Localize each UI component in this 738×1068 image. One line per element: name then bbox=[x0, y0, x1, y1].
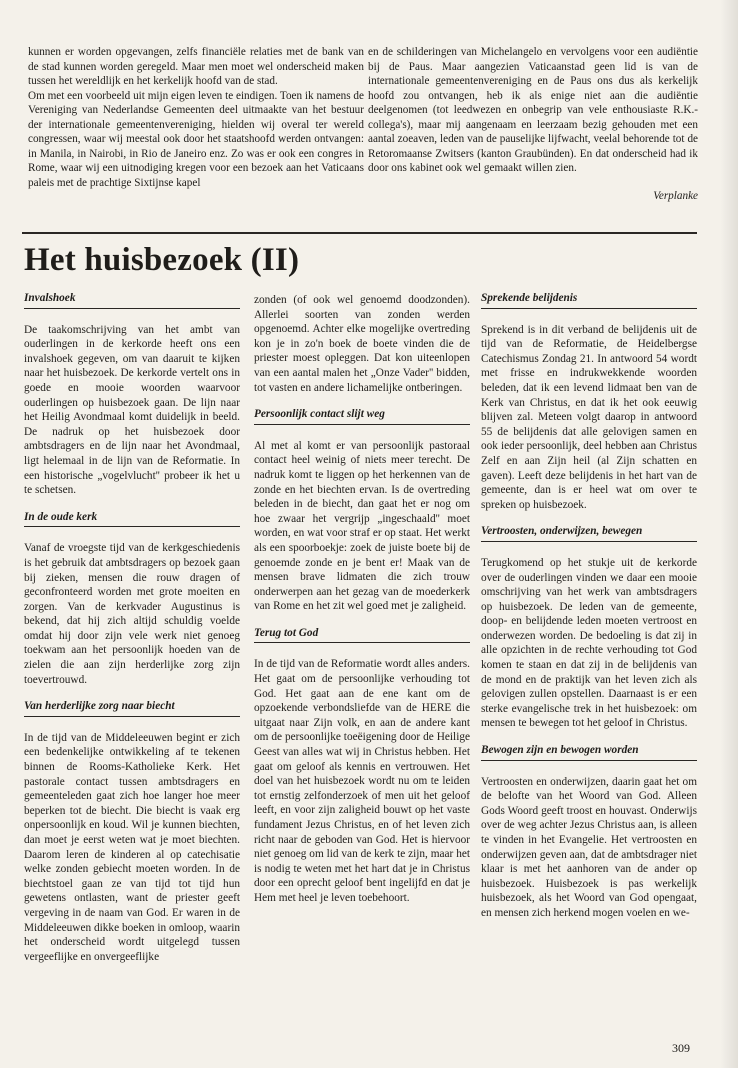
paragraph-zonden: zonden (of ook wel genoemd doodzonden). Allerlei soorten van zonden werden opgenoemd. Achter elke mogelijke overtreding kon je in zo'n boek de boete vinden die de priester moest opleggen. Dat kon uiteenlopen van een aantal malen het „Onze Vader'' bidden, tot vasten en andere lichamelijke ontberingen. bbox=[254, 294, 470, 394]
top-right-paragraph-1: en de schilderingen van Michelangelo en vervolgens voor een audiëntie bij de Paus. Maar aangezien Vaticaanstad geen lid is van de internationale gemeentenvereniging en de Paus ons dus als kerkelijk hoofd zou ontvangen, heb ik als enige niet aan die audiëntie deelgenomen (tot leedwezen en onbegrip van vele enthousiaste R.K.-collega's), maar mij aangenaam en leerzaam bezig gehouden met een aantal zoeaven, leden van de pauselijke lijfwacht, veelal behorende tot de Retoromaanse Zwitsers (kanton Graubünden). En dat onderscheid had ik door ons kabinet ook wel gemaakt willen zien. bbox=[368, 46, 698, 175]
article-column-3 bbox=[481, 291, 697, 921]
top-left-paragraph-2: Om met een voorbeeld uit mijn eigen leven te eindigen. Toen ik namens de Vereniging van Nederlandse Gemeenten deel uitmaakte van het bestuur der internationale gemeentenvereniging, hielden wij overal ter wereld congressen, waar wij meestal ook door het staatshoofd werden ontvangen: in Manila, in Nairobi, in Rio de Janeiro enz. Zo was er ook een congres in Rome, waar wij een uitnodiging kregen voor een bezoek aan het Vaticaans paleis met de prachtige Sixtijnse kapel bbox=[28, 89, 364, 189]
paragraph-sprekende-belijdenis: Sprekend is in dit verband de belijdenis uit de tijd van de Reformatie, de Heidelbergse Catechismus Zondag 21. In antwoord 54 wordt met frisse en indrukwekkende woorden beleden, dat ik een levend lidmaat ben van de Kerk van Christus, en dat ik het ook eeuwig blijven zal. Meteen volgt daarop in antwoord 55 de belijdenis dat alle gelovigen samen en ook ieder persoonlijk, deel hebben aan Christus Zelf en aan Zijn heil (al Zijn schatten en gaven). Leeft deze belijdenis in het hart van de gemeente, dan is er heel wat om over te spreken op huisbezoek. bbox=[481, 323, 697, 511]
paragraph-oude-kerk: Vanaf de vroegste tijd van de kerkgeschiedenis is het gebruik dat ambtsdragers op bezoek gaan bij zieken, mensen die rouw dragen of geconfronteerd worden met grote moeiten en zorgen. Van de kerkvader Augustinus is bekend, dat hij zich altijd schuldig voelde omdat hij door zijn vele werk niet genoeg toekwam aan het persoonlijk hoeden van de zielen die aan zijn herderlijke zorg zijn toevertrouwd. bbox=[24, 542, 240, 686]
section-divider bbox=[22, 232, 697, 234]
subheading-sprekende-belijdenis: Sprekende belijdenis bbox=[481, 291, 697, 309]
article-title: Het huisbezoek (II) bbox=[24, 242, 300, 278]
paragraph-persoonlijk-contact: Al met al komt er van persoonlijk pastoraal contact heel weinig of niets meer terecht. De nadruk komt te liggen op het herkennen van de zonde en het biechten ervan. Is de overtreding beleden in de biecht, dan gaat het er nog om hoe zwaar het vergrijp „ingeschaald'' moet worden, en wat voor straf er op staat. Het werkt als een spoorboekje: zoek de juiste boete bij de genoemde zonde en je bent er! Maak van de mensen brave lidmaten die zich trouw onderwerpen aan het gezag van de moederkerk van Rome en het zit wel goed met je zaligheid. bbox=[254, 439, 470, 613]
paragraph-terug-tot-god: In de tijd van de Reformatie wordt alles anders. Het gaat om de persoonlijke verhouding tot God. Het gaat aan de ene kant om de opzoekende verbondsliefde van de HERE die uitgaat naar Zijn volk, en aan de andere kant om de persoonlijke toeëigening door de Heilige Geest van alles wat wij in Christus hebben. Het gaat om geloof als kennis en vertrouwen. Het doel van het huisbezoek wordt nu om te leiden tot ernstig zelfonderzoek of men uit het geloof leeft, en voor zijn zaligheid bouwt op het vaste fundament Jezus Christus, en of het leven zich richt naar de geboden van God. Het is hiervoor niet genoeg om lid van de kerk te zijn, maar het is nodig te weten met het hart dat je in Christus door een oprecht geloof bent ingelijfd en dat je Hem met heel je leven toebehoort. bbox=[254, 658, 470, 904]
subheading-invalshoek: Invalshoek bbox=[24, 291, 240, 309]
article-column-2 bbox=[254, 293, 470, 906]
subheading-oude-kerk: In de oude kerk bbox=[24, 510, 240, 528]
paragraph-herderlijke-zorg: In de tijd van de Middeleeuwen begint er zich een bedenkelijke ontwikkeling af te tekenen binnen de Rooms-Katholieke Kerk. Het pastorale contact tussen ambtsdragers en gemeenteleden gaat zich hoe langer hoe meer beperken tot de biecht. Die biecht is vaak erg onpersoonlijk en koud. Wil je kunnen biechten, dan moet je eerst weten wat je moet biechten. Daarom leren de kinderen al op catechisatie welke zonden gebiecht moeten worden. In de biechtstoel gaan ze van tijd tot tijd hun gewetens ontlasten, want de priester geeft vergeving in de naam van God. Er waren in de Middeleeuwen dikke boeken in omloop, waarin het onderscheid wordt uitgelegd tussen vergeeflijke en onvergeeflijke bbox=[24, 731, 240, 963]
paragraph-bewogen: Vertroosten en onderwijzen, daarin gaat het om de belofte van het Woord van God. Alleen Gods Woord geeft troost en houvast. Onderwijs over de weg achter Jezus Christus aan, is alleen te vinden in het Evangelie. Het vertroosten en onderwijzen geven aan, dat de ambtsdrager niet klaar is met het aanhoren van de ander op huisbezoek. Huisbezoek is pas werkelijk huisbezoek, als het Woord van God opengaat, en mensen zich herkend mogen voelen en we- bbox=[481, 775, 697, 919]
article-column-1 bbox=[24, 291, 240, 964]
subheading-terug-tot-god: Terug tot God bbox=[254, 626, 470, 644]
top-left-column bbox=[28, 45, 364, 190]
page-number: 309 bbox=[672, 1041, 690, 1055]
paragraph-vertroosten: Terugkomend op het stukje uit de kerkorde over de ouderlingen vinden we daar een mooie omschrijving van het werk van ambtsdragers op huisbezoek. De leden van de gemeente, doop- en belijdende leden moeten vertroost en onderwezen worden. De bedoeling is dat zij in alle opzichten in de rechte verhouding tot God komen te staan en dat zij in de belijdenis van de mond en de praktijk van het leven zich als gelovigen zullen opstellen. Daarnaast is er een sterke evangelische trek in het huisbezoek: om mensen te bewegen tot het geloof in Christus. bbox=[481, 556, 697, 730]
author-signature: Verplanke bbox=[653, 189, 698, 202]
subheading-bewogen: Bewogen zijn en bewogen worden bbox=[481, 743, 697, 761]
subheading-persoonlijk-contact: Persoonlijk contact slijt weg bbox=[254, 407, 470, 425]
subheading-vertroosten: Vertroosten, onderwijzen, bewegen bbox=[481, 524, 697, 542]
top-left-paragraph-1: kunnen er worden opgevangen, zelfs financiële relaties met de bank van de stad kunnen worden geregeld. Maar men moet wel onderscheid maken tussen het wereldlijk en het kerkelijk hoofd van de stad. bbox=[28, 46, 364, 88]
top-right-column bbox=[368, 45, 698, 203]
page-edge-shadow bbox=[720, 0, 738, 1068]
subheading-herderlijke-zorg: Van herderlijke zorg naar biecht bbox=[24, 699, 240, 717]
paragraph-invalshoek: De taakomschrijving van het ambt van ouderlingen in de kerkorde heeft ons een invalshoek gegeven, om van daaruit te kijken naar het huisbezoek. De kerkorde vertelt ons in goede en mooie woorden waarvoor ouderlingen op huisbezoek gaan. De lijn naar het Heilig Avondmaal komt duidelijk in beeld. De nadruk op het huisbezoek door ambtsdragers en de lijn naar het Avondmaal, ligt helemaal in de lijn van de Reformatie. In een historische „vogelvlucht'' probeer ik het u te schetsen. bbox=[24, 323, 240, 497]
